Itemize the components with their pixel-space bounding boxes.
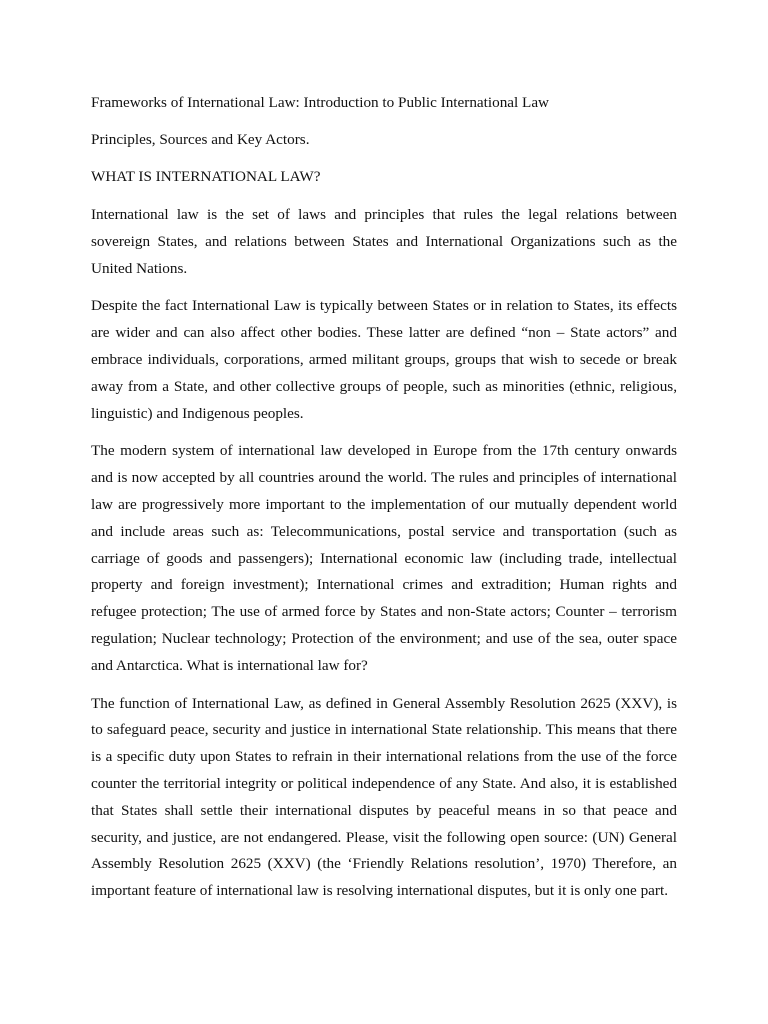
- paragraph-function: The function of International Law, as defined in General Assembly Resolution 2625 (XXV), is to safeguard peace, security and justice in international State relationship. This means that there is a specific duty upon States to refrain in their international relations from the use of the force counter the territorial integrity or political independence of any State. And also, it is established that States shall settle their international disputes by peaceful means in so that peace and security, and justice, are not endangered. Please, visit the following open source: (UN) General Assembly Resolution 2625 (XXV) (the ‘Friendly Relations resolution’, 1970) Therefore, an important feature of international law is resolving international disputes, but it is only one part.: [91, 694, 677, 900]
- document-title: Frameworks of International Law: Introduction to Public International Law: [91, 94, 550, 111]
- document-body: [91, 91, 677, 916]
- paragraph-non-state-actors: Despite the fact International Law is typically between States or in relation to States, its effects are wider and can also affect other bodies. These latter are defined “non – State actors” and embrace individuals, corporations, armed militant groups, groups that wish to secede or break away from a State, and other collective groups of people, such as minorities (ethnic, religious, linguistic) and Indigenous peoples.: [91, 297, 677, 422]
- section-heading: WHAT IS INTERNATIONAL LAW?: [91, 168, 321, 185]
- paragraph-modern-system: The modern system of international law developed in Europe from the 17th century onwards and is now accepted by all countries around the world. The rules and principles of international law are progressively more important to the implementation of our mutually dependent world and include areas such as: Telecommunications, postal service and transportation (such as carriage of goods and passengers); International economic law (including trade, intellectual property and foreign investment); International crimes and extradition; Human rights and refugee protection; The use of armed force by States and non-State actors; Counter – terrorism regulation; Nuclear technology; Protection of the environment; and use of the sea, outer space and Antarctica. What is international law for?: [91, 442, 677, 674]
- paragraph-definition: International law is the set of laws and principles that rules the legal relations between sovereign States, and relations between States and International Organizations such as the United Nations.: [91, 206, 677, 277]
- document-subtitle: Principles, Sources and Key Actors.: [91, 131, 310, 148]
